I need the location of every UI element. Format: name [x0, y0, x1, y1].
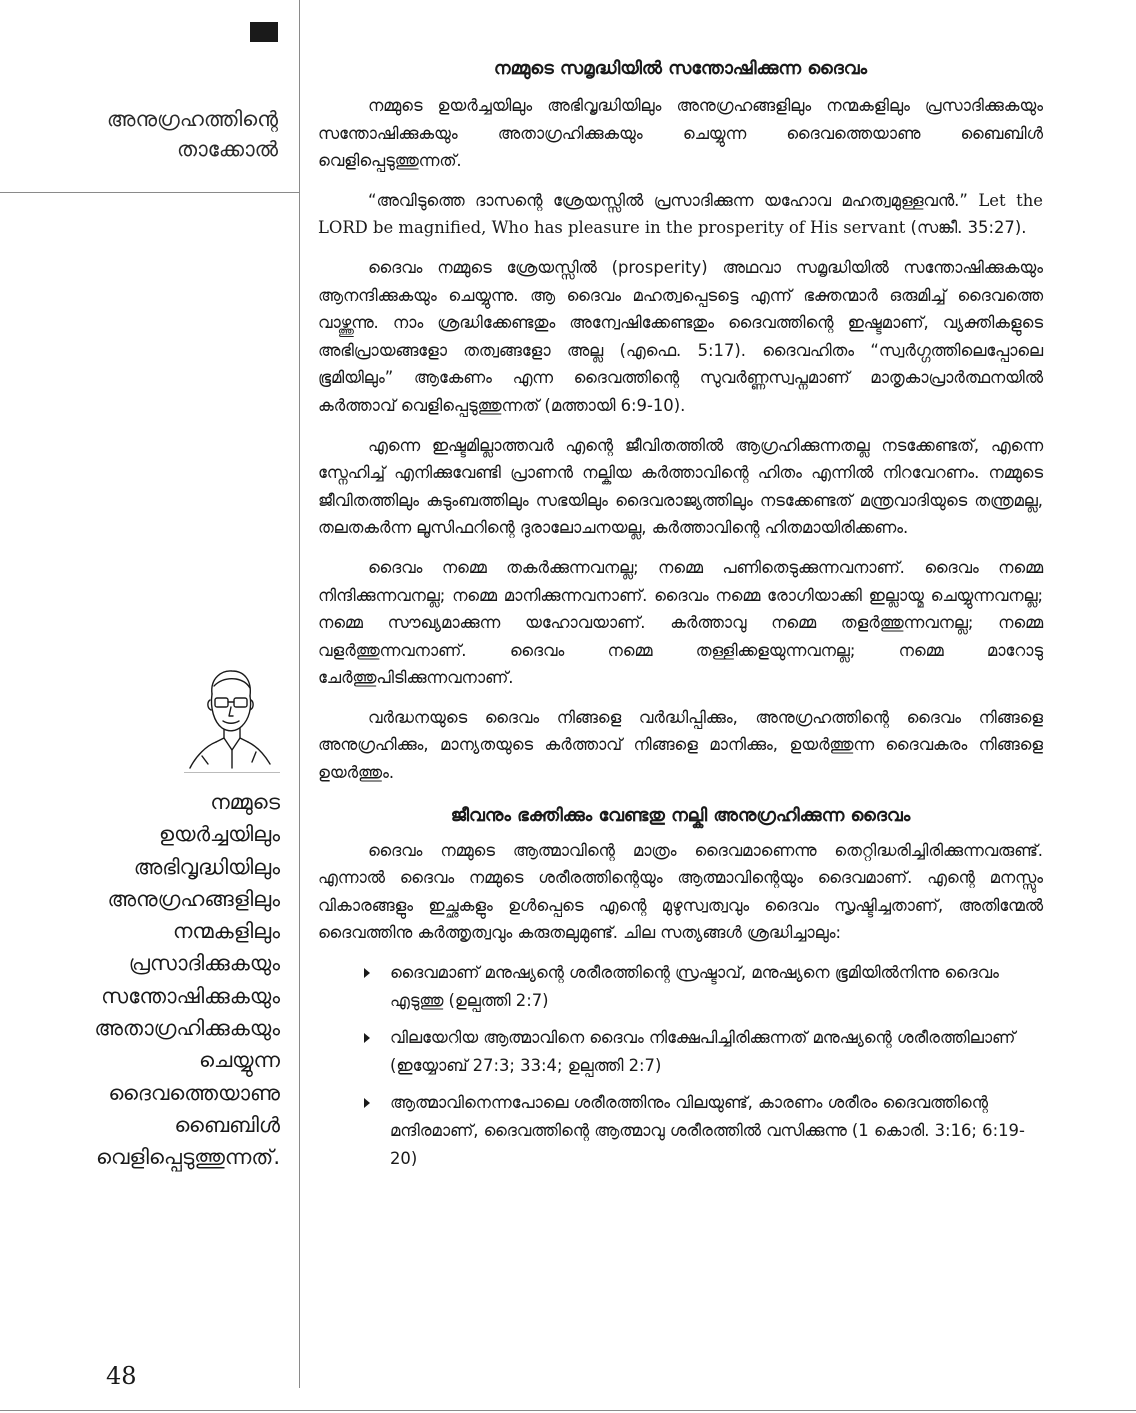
page-number: 48 — [106, 1362, 137, 1390]
pull-quote-line: ചെയ്യുന്ന — [198, 1048, 280, 1073]
header-divider — [0, 192, 300, 193]
portrait-underline — [184, 772, 280, 773]
triangle-bullet-icon — [364, 1033, 370, 1043]
paragraph: എന്നെ ഇഷ്ടമില്ലാത്തവർ എന്റെ ജീവിതത്തിൽ ആഗ്രഹിക്കുന്നതല്ല നടക്കേണ്ടത്, എന്നെ സ്നേഹിച്ച് എനിക്കുവേണ്ടി പ്രാണൻ നല്കിയ കർത്താവിന്റെ ഹിതം എന്നിൽ നിറവേറണം. നമ്മുടെ ജീവിതത്തിലും കുടുംബത്തിലും സഭയിലും ദൈവരാജ്യത്തിലും നടക്കേണ്ടത് മന്ത്രവാദിയുടെ തന്ത്രമല്ല, തലതകർന്ന ലൂസിഫറിന്റെ ദുരാലോചനയല്ല, കർത്താവിന്റെ ഹിതമായിരിക്കണം. — [318, 435, 1043, 538]
pull-quote-line: സന്തോഷിക്കുകയും — [101, 983, 280, 1008]
pull-quote-line: ബൈബിൾ — [174, 1112, 280, 1137]
bullet-list — [318, 959, 1043, 1172]
pull-quote-line: വെളിപ്പെടുത്തുന്നത്. — [95, 1145, 280, 1170]
section-heading: നമ്മുടെ സമൃദ്ധിയിൽ സന്തോഷിക്കുന്ന ദൈവം — [493, 58, 868, 79]
paragraph: നമ്മുടെ ഉയർച്ചയിലും അഭിവൃദ്ധിയിലും അനുഗ്രഹങ്ങളിലും നന്മകളിലും പ്രസാദിക്കുകയും സന്തോഷിക്കുകയും അതാഗ്രഹിക്കുകയും ചെയ്യുന്ന ദൈവത്തെയാണു ബൈബിൾ വെളിപ്പെടുത്തുന്നത്. — [318, 96, 1043, 171]
pull-quote-line: നന്മകളിലും — [172, 919, 280, 944]
paragraph: ദൈവം നമ്മെ തകർക്കുന്നവനല്ല; നമ്മെ പണിതെടുക്കുന്നവനാണ്. ദൈവം നമ്മെ നിന്ദിക്കുന്നവനല്ല; നമ്മെ മാനിക്കുന്നവനാണ്. ദൈവം നമ്മെ രോഗിയാക്കി ഇല്ലായ്മ ചെയ്യുന്നവനല്ല; നമ്മെ സൗഖ്യമാക്കുന്ന യഹോവയാണ്. കർത്താവു നമ്മെ തളർത്തുന്നവനല്ല; നമ്മെ വളർത്തുന്നവനാണ്. ദൈവം നമ്മെ തള്ളിക്കളയുന്നവനല്ല; നമ്മെ മാറോടു ചേർത്തുപിടിക്കുന്നവനാണ്. — [318, 557, 1043, 688]
list-item — [318, 1089, 1043, 1172]
list-item — [318, 1024, 1043, 1079]
quote-english: Let the LORD be magnified, Who has pleasure in the prosperity of His servant — [318, 190, 1043, 238]
list-item-text: ആത്മാവിനെന്നപോലെ ശരീരത്തിനും വിലയുണ്ട്, കാരണം ശരീരം ദൈവത്തിന്റെ മന്ദിരമാണ്, ദൈവത്തിന്റെ ആത്മാവു ശരീരത്തിൽ വസിക്കുന്നു (1 കൊരി. 3:16; 6:19-20) — [390, 1093, 1025, 1168]
corner-marker — [250, 22, 278, 42]
pull-quote — [30, 786, 280, 1174]
list-item-text: വിലയേറിയ ആത്മാവിനെ ദൈവം നിക്ഷേപിച്ചിരിക്കുന്നത് മനുഷ്യന്റെ ശരീരത്തിലാണ് (ഇയ്യോബ് 27:3; 33:4; ഉല്പത്തി 2:7) — [390, 1028, 1016, 1075]
main-text-column — [318, 54, 1043, 1182]
triangle-bullet-icon — [364, 968, 370, 978]
triangle-bullet-icon — [364, 1098, 370, 1108]
paragraph: ദൈവം നമ്മുടെ ആത്മാവിന്റെ മാത്രം ദൈവമാണെന്നു തെറ്റിദ്ധരിച്ചിരിക്കുന്നവരുണ്ട്. എന്നാൽ ദൈവം നമ്മുടെ ശരീരത്തിന്റെയും ആത്മാവിന്റെയും ദൈവമാണ്. എന്റെ മനസ്സും വികാരങ്ങളും ഇച്ഛകളും ഉൾപ്പെടെ എന്റെ മുഴുസ്വത്വവും ദൈവം സൃഷ്ടിച്ചതാണ്, അതിന്മേൽ ദൈവത്തിനു കർത്തൃത്വവും കരുതലുമുണ്ട്. ചില സത്യങ്ങൾ ശ്രദ്ധിച്ചാലും: — [318, 840, 1043, 943]
list-item-text: ദൈവമാണ് മനുഷ്യന്റെ ശരീരത്തിന്റെ സ്രഷ്ടാവ്, മനുഷ്യനെ ഭൂമിയിൽനിന്നു ദൈവം എടുത്തു (ഉല്പത്തി 2:7) — [390, 963, 999, 1010]
column-divider — [299, 0, 300, 1388]
section-heading: ജീവനും ഭക്തിക്കും വേണ്ടതു നല്കി അനുഗ്രഹിക്കുന്ന ദൈവം — [450, 804, 911, 826]
quote-malayalam: “അവിടുത്തെ ദാസന്റെ ശ്രേയസ്സിൽ പ്രസാദിക്കുന്ന യഹോവ മഹത്വമുള്ളവൻ.” — [368, 190, 968, 210]
paragraph: ദൈവം നമ്മുടെ ശ്രേയസ്സിൽ (prosperity) അഥവാ സമൃദ്ധിയിൽ സന്തോഷിക്കുകയും ആനന്ദിക്കുകയും ചെയ്യുന്നു. ആ ദൈവം മഹത്വപ്പെടട്ടെ എന്ന് ഭക്തന്മാർ ഒരുമിച്ച് ദൈവത്തെ വാഴ്ത്തുന്നു. നാം ശ്രദ്ധിക്കേണ്ടതും അന്വേഷിക്കേണ്ടതും ദൈവത്തിന്റെ ഇഷ്ടമാണ്, വ്യക്തികളുടെ അഭിപ്രായങ്ങളോ തത്വങ്ങളോ അല്ല (എഫെ. 5:17). ദൈവഹിതം “സ്വർഗ്ഗത്തിലെപ്പോലെ ഭൂമിയിലും” ആകേണം എന്ന ദൈവത്തിന്റെ സുവർണ്ണസ്വപ്നമാണ് മാതൃകാപ്രാർത്ഥനയിൽ കർത്താവ് വെളിപ്പെടുത്തുന്നത് (മത്തായി 6:9-10). — [318, 257, 1043, 415]
pull-quote-line: അഭിവൃദ്ധിയിലും — [133, 854, 280, 879]
list-item — [318, 959, 1043, 1014]
paragraph: വർദ്ധനയുടെ ദൈവം നിങ്ങളെ വർദ്ധിപ്പിക്കും, അനുഗ്രഹത്തിന്റെ ദൈവം നിങ്ങളെ അനുഗ്രഹിക്കും, മാന്യതയുടെ കർത്താവ് നിങ്ങളെ മാനിക്കും, ഉയർത്തുന്ന ദൈവകരം നിങ്ങളെ ഉയർത്തും. — [318, 707, 1043, 783]
pull-quote-line: അതാഗ്രഹിക്കുകയും — [94, 1016, 280, 1041]
pull-quote-line: പ്രസാദിക്കുകയും — [128, 951, 280, 976]
pull-quote-line: ദൈവത്തെയാണു — [108, 1080, 280, 1105]
quote-reference: (സങ്കീ. 35:27). — [905, 218, 1027, 238]
running-head-line: താക്കോൽ — [177, 137, 278, 161]
running-head — [18, 104, 278, 164]
pull-quote-line: അനുഗ്രഹങ്ങളിലും — [107, 886, 280, 911]
running-head-line: അനുഗ്രഹത്തിന്റെ — [106, 107, 278, 131]
pull-quote-line: ഉയർച്ചയിലും — [158, 822, 280, 847]
author-portrait-icon — [186, 664, 274, 776]
pull-quote-line: നമ്മുടെ — [210, 790, 280, 814]
footer-rule — [0, 1410, 1136, 1411]
paragraph-quote — [318, 187, 1043, 242]
